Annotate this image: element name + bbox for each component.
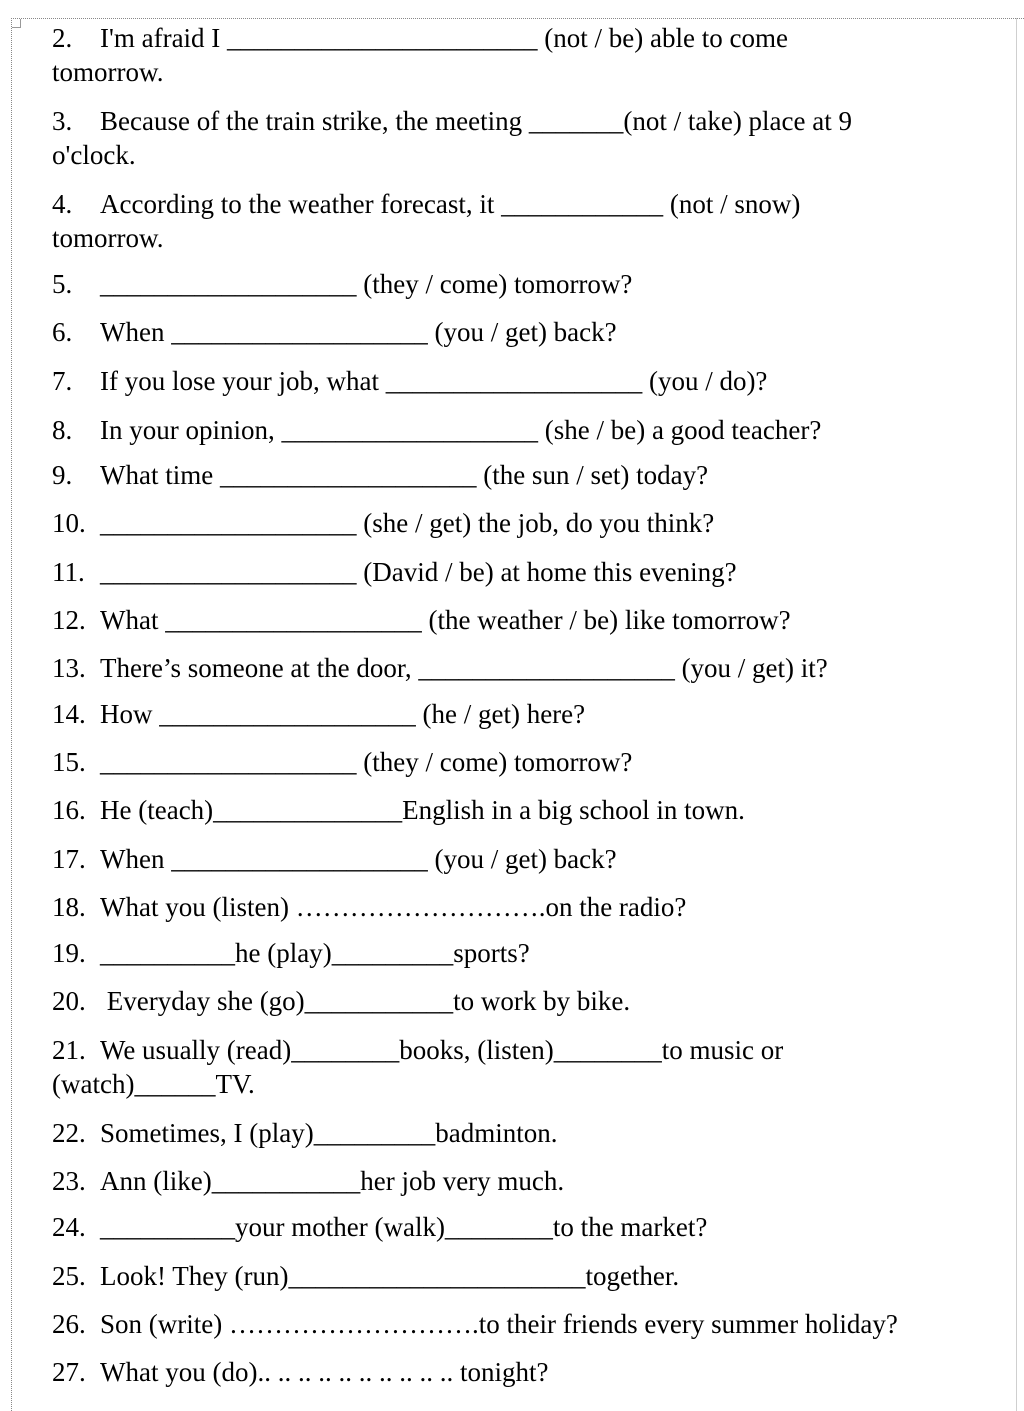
item-number: 18. (52, 892, 86, 922)
item-number: 22. (52, 1118, 86, 1148)
exercise-item-14 (52, 697, 1012, 731)
item-text: Ann (like)___________her job very much. (100, 1166, 565, 1196)
item-number: 9. (52, 460, 73, 490)
item-number: 3. (52, 106, 73, 136)
item-number: 5. (52, 269, 73, 299)
item-number: 12. (52, 605, 86, 635)
item-text: How ___________________ (he / get) here? (100, 699, 586, 729)
page-corner-marker (12, 19, 21, 28)
exercise-item-12 (52, 603, 1012, 637)
exercise-item-2 (52, 21, 1012, 89)
exercise-item-23 (52, 1164, 1012, 1198)
item-number: 11. (52, 557, 85, 587)
item-text: __________he (play)_________sports? (100, 938, 530, 968)
item-text: When ___________________ (you / get) back? (100, 844, 617, 874)
item-text-continued: (watch)______TV. (52, 1069, 255, 1099)
item-number: 24. (52, 1212, 86, 1242)
item-number: 14. (52, 699, 86, 729)
item-text: Son (write) ……………………….to their friends every summer holiday? (100, 1309, 898, 1339)
item-text: What time ___________________ (the sun / set) today? (100, 460, 709, 490)
item-text: Sometimes, I (play)_________badminton. (100, 1118, 558, 1148)
exercise-item-19 (52, 936, 1012, 970)
exercise-item-16 (52, 793, 1012, 827)
item-number: 15. (52, 747, 86, 777)
item-text: If you lose your job, what ___________________ (you / do)? (100, 366, 768, 396)
exercise-item-4 (52, 187, 1012, 255)
item-number: 23. (52, 1166, 86, 1196)
item-text: ___________________ (they / come) tomorrow? (100, 269, 633, 299)
item-text: What you (do).. .. .. .. .. .. .. .. .. .. tonight? (100, 1357, 549, 1387)
item-text-continued: tomorrow. (52, 57, 164, 87)
item-number: 16. (52, 795, 86, 825)
item-number: 4. (52, 189, 73, 219)
item-number: 27. (52, 1357, 86, 1387)
exercise-item-25 (52, 1259, 1012, 1293)
document-page (11, 18, 1024, 1411)
item-text-continued: o'clock. (52, 140, 136, 170)
item-text: When ___________________ (you / get) back? (100, 317, 617, 347)
item-text: We usually (read)________books, (listen)________to music or (100, 1035, 784, 1065)
item-number: 25. (52, 1261, 86, 1291)
exercise-item-17 (52, 842, 1012, 876)
exercise-item-7 (52, 364, 1012, 398)
exercise-item-21 (52, 1033, 1012, 1101)
item-text: In your opinion, ___________________ (she / be) a good teacher? (100, 415, 822, 445)
item-number: 20. (52, 986, 86, 1016)
item-text: __________your mother (walk)________to the market? (100, 1212, 708, 1242)
exercise-item-6 (52, 315, 1012, 349)
item-text: What you (listen) ……………………….on the radio? (100, 892, 687, 922)
item-text: Everyday she (go)___________to work by bike. (100, 986, 631, 1016)
item-number: 10. (52, 508, 86, 538)
exercise-item-5 (52, 267, 1012, 301)
exercise-item-22 (52, 1116, 1012, 1150)
exercise-item-26 (52, 1307, 1012, 1341)
item-number: 7. (52, 366, 73, 396)
exercise-item-18 (52, 890, 1012, 924)
item-text: There’s someone at the door, ___________________ (you / get) it? (100, 653, 828, 683)
item-text: ___________________ (she / get) the job, do you think? (100, 508, 715, 538)
exercise-item-8 (52, 413, 1012, 447)
exercise-item-10 (52, 506, 1012, 540)
item-text: What ___________________ (the weather / be) like tomorrow? (100, 605, 791, 635)
item-number: 6. (52, 317, 73, 347)
item-text: According to the weather forecast, it ____________ (not / snow) (100, 189, 801, 219)
item-number: 8. (52, 415, 73, 445)
item-number: 19. (52, 938, 86, 968)
item-text: He (teach)______________English in a big school in town. (100, 795, 745, 825)
item-number: 26. (52, 1309, 86, 1339)
item-number: 13. (52, 653, 86, 683)
item-number: 21. (52, 1035, 86, 1065)
item-text: ___________________ (they / come) tomorrow? (100, 747, 633, 777)
exercise-item-9 (52, 458, 1012, 492)
item-number: 17. (52, 844, 86, 874)
exercise-item-15 (52, 745, 1012, 779)
exercise-item-24 (52, 1210, 1012, 1244)
item-text: I'm afraid I _______________________ (not / be) able to come (100, 23, 788, 53)
exercise-item-3 (52, 104, 1012, 172)
item-text: ___________________ (David / be) at home this evening? (100, 557, 737, 587)
exercise-item-27 (52, 1355, 1012, 1389)
exercise-item-20 (52, 984, 1012, 1018)
exercise-item-13 (52, 651, 1012, 685)
item-text: Look! They (run)______________________together. (100, 1261, 680, 1291)
item-number: 2. (52, 23, 73, 53)
item-text-continued: tomorrow. (52, 223, 164, 253)
exercise-item-11 (52, 555, 1012, 589)
item-text: Because of the train strike, the meeting _______(not / take) place at 9 (100, 106, 852, 136)
